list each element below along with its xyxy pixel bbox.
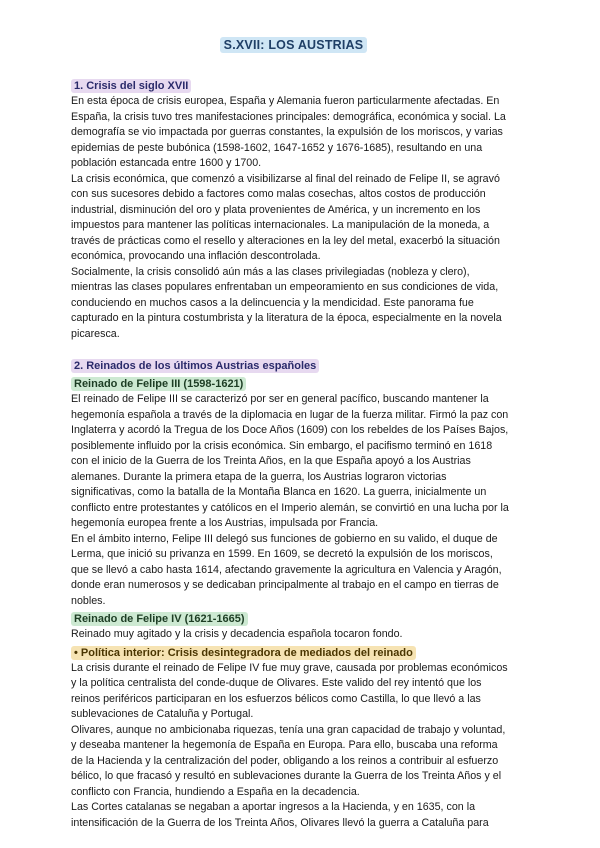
text-line: epidemias de peste bubónica (1598-1602, 1647-1652 y 1676-1685), resultando en una xyxy=(71,141,483,154)
text-line: población estancada entre 1600 y 1700. xyxy=(71,157,262,169)
text-line: demografía se vio impactada por guerras constantes, la expulsión de los moriscos, y varias xyxy=(71,126,503,138)
text-line: través de prácticas como el resello y alteraciones en la ley del metal, exacerbó la situación xyxy=(71,234,500,247)
text-line: mientras las clases populares enfrentaban un empeoramiento en sus condiciones de vida, xyxy=(71,281,499,293)
text-line: con sus sucesores debido a factores como malas cosechas, altos costos de producción xyxy=(71,188,486,200)
paragraph xyxy=(71,392,516,532)
subheading-felipe-iv: Reinado de Felipe IV (1621-1665) xyxy=(71,612,248,626)
text-line: conflicto entre protestantes y católicos en el Imperio alemán, se convirtió en una lucha por la xyxy=(71,501,509,514)
text-line: En esta época de crisis europea, España y Alemania fueron particularmente afectadas. En xyxy=(71,95,500,107)
text-line: Socialmente, la crisis consolidó aún más a las clases privilegiadas (nobleza y clero), xyxy=(71,265,470,278)
text-line: impuestos para mantener las políticas internacionales. La manipulación de la moneda, a xyxy=(71,219,490,231)
text-line: Lerma, que inició su privanza en 1599. En 1609, se decretó la expulsión de los moriscos, xyxy=(71,548,493,560)
paragraph xyxy=(71,265,516,343)
subheading-politica-interior: • Política interior: Crisis desintegradora de mediados del reinado xyxy=(71,646,416,660)
section-reinados xyxy=(71,356,516,831)
page-title: S.XVII: LOS AUSTRIAS xyxy=(220,37,368,53)
text-line: capturado en la pintura costumbrista y la literatura de la época, especialmente en la novela xyxy=(71,312,502,324)
text-line: La crisis económica, que comenzó a visibilizarse al final del reinado de Felipe II, se agravó xyxy=(71,172,500,185)
text-line: posiblemente influido por la crisis económica. Sin embargo, el pacifismo terminó en 1618 xyxy=(71,439,493,452)
text-line: España, la crisis tuvo tres manifestaciones principales: demográfica, económica y social. La xyxy=(71,110,506,123)
text-line: que se llevó a cabo hasta 1614, afectando gravemente la agricultura en Valencia y Aragón, xyxy=(71,563,502,576)
text-line: hegemonía española a través de la diplomacia en lugar de la fuerza militar. Firmó la paz con xyxy=(71,408,509,421)
text-line: nobles. xyxy=(71,594,106,607)
paragraph xyxy=(71,723,516,801)
text-line: La crisis durante el reinado de Felipe IV fue muy grave, causada por problemas económicos xyxy=(71,661,508,674)
text-line: sublevaciones de Cataluña y Portugal. xyxy=(71,708,254,720)
section-heading-reinados: 2. Reinados de los últimos Austrias españoles xyxy=(71,359,319,373)
text-line: El reinado de Felipe III se caracterizó por ser en general pacífico, buscando mantener la xyxy=(71,393,489,405)
text-line: económica, provocando una inflación descontrolada. xyxy=(71,250,321,262)
paragraph xyxy=(71,532,516,610)
spacer xyxy=(71,342,516,356)
text-line: Reinado muy agitado y la crisis y decadencia española tocaron fondo. xyxy=(71,628,403,640)
paragraph xyxy=(71,94,516,172)
text-line: En el ámbito interno, Felipe III delegó sus funciones de gobierno en su valido, el duque de xyxy=(71,532,498,545)
text-line: Las Cortes catalanas se negaban a aportar ingresos a la Hacienda, y en 1635, con la xyxy=(71,801,476,813)
paragraph xyxy=(71,800,516,831)
text-line: de la Hacienda y la centralización del poder, obligando a los reinos a contribuir al esfuerzo xyxy=(71,754,499,767)
text-line: picaresca. xyxy=(71,327,120,340)
text-line: intensificación de la Guerra de los Treinta Años, Olivares llevó la guerra a Cataluña para xyxy=(71,816,489,829)
paragraph xyxy=(71,661,516,723)
text-line: donde eran numerosos y se dedicaban principalmente al trabajo en el campo en tierras de xyxy=(71,579,499,591)
text-line: Olivares, aunque no ambicionaba riquezas, tenía una gran capacidad de trabajo y voluntad, xyxy=(71,723,506,736)
text-line: bélico, lo que fracasó y resultó en sublevaciones durante la Guerra de los Treinta Años y el xyxy=(71,770,502,782)
subheading-felipe-iii: Reinado de Felipe III (1598-1621) xyxy=(71,377,246,391)
text-line: conflicto con Francia, hundiendo a España en la decadencia. xyxy=(71,785,360,798)
text-line: hegemonía europea frente a los Austrias, impulsada por Francia. xyxy=(71,517,379,529)
text-line: y la política centralista del conde-duque de Olivares. Este valido del rey intentó que los xyxy=(71,677,482,689)
section-crisis xyxy=(71,76,516,342)
text-line: Inglaterra y acordó la Tregua de los Doce Años (1609) con los rebeldes de los Países Bajos, xyxy=(71,424,509,436)
paragraph xyxy=(71,172,516,265)
text-line: con el inicio de la Guerra de los Treinta Años, en la que España apoyó a los Austrias xyxy=(71,455,471,467)
title-wrap xyxy=(71,36,516,54)
text-line: y deseaba mantener la hegemonía de España en Europa. Para ello, buscaba una reforma xyxy=(71,739,498,751)
section-heading-crisis: 1. Crisis del siglo XVII xyxy=(71,79,191,93)
text-line: alemanes. Durante la primera etapa de la guerra, los Austrias lograron victorias xyxy=(71,470,447,483)
text-line: significativas, como la batalla de la Montaña Blanca en 1620. La guerra, inicialmente un xyxy=(71,486,487,498)
text-line: conduciendo en muchos casos a la delincuencia y la mendicidad. Este panorama fue xyxy=(71,296,474,309)
text-line: reinos periféricos participaran en los esfuerzos bélicos como Castilla, lo que llevó a las xyxy=(71,692,481,705)
text-line: industrial, disminución del oro y plata provenientes de América, y un incremento en los xyxy=(71,203,481,216)
